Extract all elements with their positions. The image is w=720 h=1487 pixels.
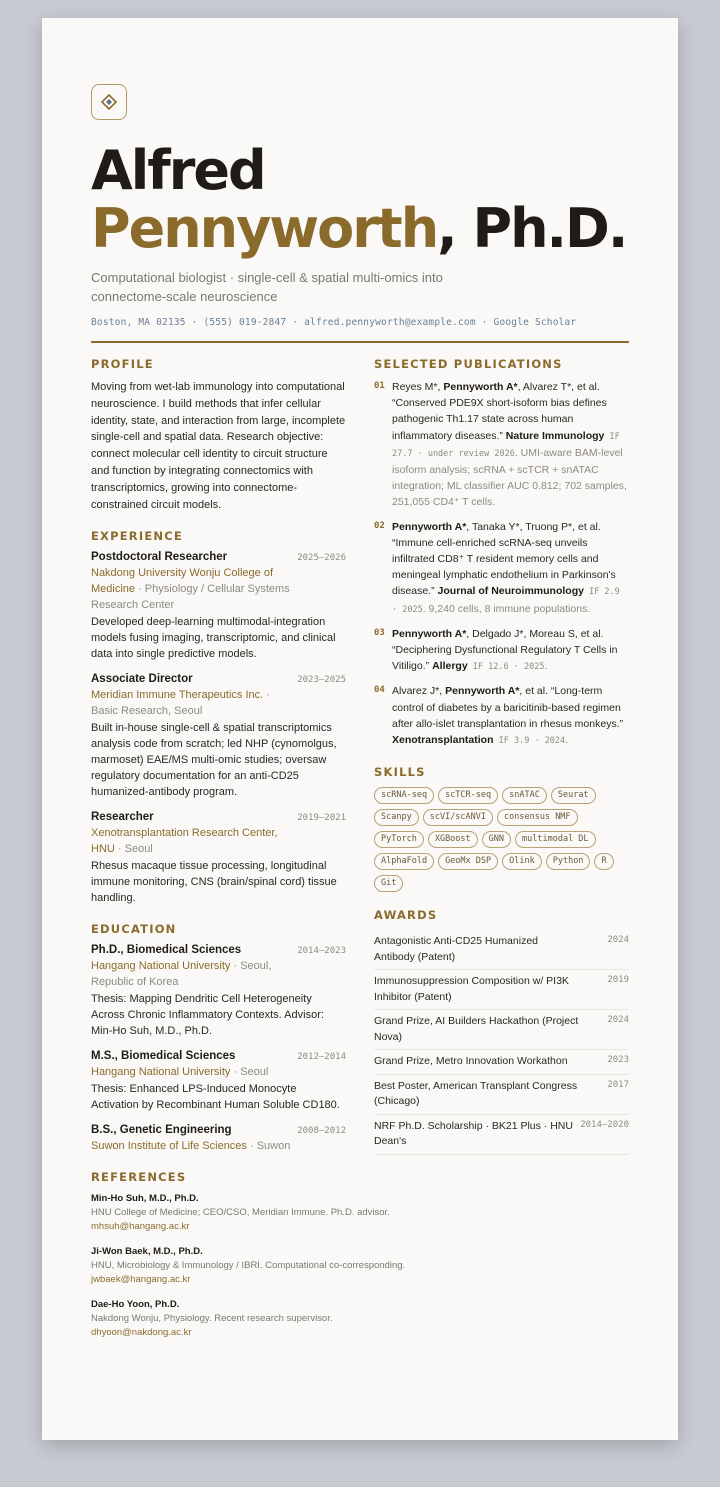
award-year: 2023: [607, 1055, 629, 1066]
skill-chip-list: [374, 787, 629, 892]
organization-name: Xenotransplantation Research Center, HNU: [91, 827, 278, 856]
organization-name: Hangang National University: [91, 1066, 231, 1079]
organization-location: · Physiology / Cellular Systems Research Center: [91, 583, 290, 612]
two-column-body: [91, 357, 629, 1170]
entry-description: Built in-house single-cell & spatial transcriptomics analysis code from scratch; led NHP (cynomolgus, marmoset) EAE/MS multi-omic studies; oversaw regulatory documentation for an anti-CD25 humanized-antibody program.: [91, 722, 337, 799]
skill-chip: GeoMx DSP: [438, 853, 498, 870]
publication-item: [374, 379, 629, 511]
reference-email-link[interactable]: mhsuh@hangang.ac.kr: [91, 1221, 190, 1233]
publications-section: [374, 357, 629, 749]
organization-location: · Suwon: [246, 1140, 291, 1153]
publication-citation: [392, 626, 629, 676]
skill-chip: XGBoost: [428, 831, 478, 848]
award-row: [374, 970, 629, 1010]
entry-date: 2023–2025: [297, 675, 346, 686]
skill-chip: Git: [374, 875, 403, 892]
skill-chip: scTCR-seq: [438, 787, 498, 804]
organization-location: · Seoul, Republic of Korea: [91, 960, 272, 989]
skill-chip: GNN: [482, 831, 511, 848]
skill-chip: Scanpy: [374, 809, 419, 826]
citation-text: , Alvarez T*, et al. “Conserved PDE9X short-isoform bias defines pathogenic Th1.17 state across human inflammatory diseases.”: [392, 381, 607, 442]
award-year: 2014–2020: [580, 1119, 629, 1130]
publication-number: 03: [374, 627, 385, 638]
entry-organization: [91, 687, 291, 719]
entry-title: Researcher: [91, 811, 154, 824]
entry-organization: [91, 1064, 291, 1080]
citation-authors-pre: Reyes M*,: [392, 381, 444, 393]
entry-description: Developed deep-learning multimodal-integration models fusing imaging, transcriptomic, and clinical data into single predictive models.: [91, 616, 336, 661]
profile-text: Moving from wet-lab immunology into computational neuroscience. I build methods that infer cellular identity, state, and interaction from large, incomplete single-cell and spatial data. Research objective: connect molecular cell identity to circuit structure and function by integrating connectomics with transcriptomics, growing into connectome-constrained circuit models.: [91, 381, 346, 511]
organization-name: Nakdong University Wonju College of Medicine: [91, 567, 273, 596]
resume-content: [91, 84, 629, 1351]
reference-entry: [91, 1298, 629, 1340]
reference-description: HNU, Microbiology & Immunology / IBRI. Computational co-corresponding.: [91, 1260, 406, 1272]
organization-name: Suwon Institute of Life Sciences: [91, 1140, 247, 1153]
skill-chip: scRNA-seq: [374, 787, 434, 804]
award-year: 2024: [607, 1015, 629, 1026]
header-divider: [91, 341, 629, 343]
award-name: Grand Prize, AI Builders Hackathon (Project Nova): [374, 1015, 579, 1043]
education-section: [91, 922, 346, 1154]
entry-header: [91, 1124, 346, 1136]
citation-self-author: Pennyworth A*: [392, 627, 467, 640]
reference-email-link[interactable]: dhyoon@nakdong.ac.kr: [91, 1327, 192, 1339]
entry-header: [91, 1050, 346, 1062]
name-last: Pennyworth: [91, 197, 438, 260]
reference-name: Min-Ho Suh, M.D., Ph.D.: [91, 1193, 199, 1205]
skill-chip: R: [594, 853, 613, 870]
award-year: 2017: [607, 1079, 629, 1090]
experience-section: [91, 529, 346, 906]
candidate-name: [91, 139, 629, 260]
reference-list: [91, 1192, 629, 1340]
job-entry: [91, 551, 346, 662]
entry-organization: [91, 565, 291, 613]
organization-location: · Basic Research, Seoul: [91, 689, 270, 718]
job-entry: [91, 811, 346, 906]
tagline: Computational biologist · single-cell & spatial multi-omics into connectome-scale neuroscience: [91, 270, 443, 304]
right-column: [374, 357, 629, 1170]
citation-authors-pre: Alvarez J*,: [392, 685, 446, 698]
section-title: EXPERIENCE: [91, 529, 183, 544]
entry-header: [91, 944, 346, 956]
reference-description: Nakdong Wonju, Physiology. Recent research supervisor.: [91, 1313, 333, 1325]
award-row: [374, 1010, 629, 1050]
skill-chip: snATAC: [502, 787, 547, 804]
experience-list: [91, 551, 346, 906]
organization-name: Hangang National University: [91, 960, 231, 973]
award-list: [374, 930, 629, 1155]
education-entry: [91, 1050, 346, 1113]
citation-text: , Tanaka Y*, Truong P*, et al. “Immune cell-enriched scRNA-seq unveils infiltrated CD8⁺ T resident memory cells and meningeal lymphatic endothelium in Parkinson's disease.”: [392, 520, 616, 598]
entry-date: 2019–2021: [297, 813, 346, 824]
citation-self-author: Pennyworth A*: [445, 685, 520, 698]
skill-chip: Python: [546, 853, 591, 870]
award-year: 2024: [607, 935, 629, 946]
reference-email-link[interactable]: jwbaek@hangang.ac.kr: [91, 1274, 191, 1286]
entry-title: Postdoctoral Researcher: [91, 551, 228, 564]
entry-date: 2025–2026: [297, 553, 346, 564]
entry-header: [91, 673, 346, 685]
contact-line[interactable]: Boston, MA 02135 · (555) 019-2847 · alfred.pennyworth@example.com · Google Scholar: [91, 317, 577, 328]
award-name: Grand Prize, Metro Innovation Workathon: [374, 1055, 568, 1068]
entry-organization: [91, 1138, 291, 1154]
entry-date: 2008–2012: [297, 1126, 346, 1137]
citation-note: .: [565, 734, 569, 747]
education-entry: [91, 944, 346, 1039]
citation-text: , Delgado J*, Moreau S, et al. “Deciphering Dysfunctional Regulatory T Cells in Vitiligo.”: [392, 627, 618, 673]
award-year: 2019: [607, 975, 629, 986]
skills-section: [374, 765, 629, 892]
references-section: [91, 1170, 629, 1340]
publication-citation: [392, 379, 629, 511]
citation-impact-factor: IF 3.9 · 2024: [493, 736, 566, 747]
citation-journal: Xenotransplantation: [392, 734, 494, 747]
citation-text: , et al. “Long-term control of diabetes by a baricitinib-based regimen after allo-islet transplantation in rhesus monkeys.”: [392, 685, 624, 730]
entry-description: Thesis: Mapping Dendritic Cell Heterogeneity Across Chronic Inflammatory Contexts. Advisor: Min-Ho Suh, M.D., Ph.D.: [91, 993, 324, 1038]
publication-number: 01: [374, 381, 385, 391]
publication-list: [374, 379, 629, 749]
citation-note: . UMI-aware BAM-level isoform analysis; scRNA + scTCR + snATAC integration; ML classifier AUC 0.812; 702 samples, 251,055 CD4⁺ T cells.: [392, 446, 627, 509]
award-row: [374, 930, 629, 970]
citation-journal: Allergy: [432, 660, 468, 673]
reference-name: Dae-Ho Yoon, Ph.D.: [91, 1299, 180, 1311]
entry-title: Associate Director: [91, 673, 193, 686]
award-name: NRF Ph.D. Scholarship · BK21 Plus · HNU Dean's: [374, 1119, 573, 1148]
skill-chip: AlphaFold: [374, 853, 434, 870]
reference-name: Ji-Won Baek, M.D., Ph.D.: [91, 1246, 203, 1258]
citation-impact-factor: IF 27.7 · under review 2026: [392, 431, 620, 459]
entry-title: Ph.D., Biomedical Sciences: [91, 944, 242, 957]
citation-note: . 9,240 cells, 8 immune populations.: [422, 602, 591, 615]
organization-location: · Seoul: [114, 843, 153, 856]
publication-citation: [392, 683, 629, 749]
skill-chip: PyTorch: [374, 831, 424, 848]
logo-badge: [91, 84, 127, 120]
award-name: Antagonistic Anti-CD25 Humanized Antibody (Patent): [374, 935, 539, 963]
citation-journal: Nature Immunology: [505, 429, 605, 442]
entry-date: 2012–2014: [297, 1052, 346, 1063]
resume-page: [42, 18, 678, 1440]
diamond-icon: [101, 94, 117, 110]
entry-title: B.S., Genetic Engineering: [91, 1124, 232, 1137]
publication-citation: [392, 519, 629, 618]
left-column: [91, 357, 346, 1170]
name-suffix: , Ph.D.: [437, 197, 627, 260]
skill-chip: scVI/scANVI: [423, 809, 493, 826]
award-row: [374, 1050, 629, 1075]
publication-number: 02: [374, 520, 385, 531]
education-list: [91, 944, 346, 1154]
entry-organization: [91, 825, 291, 857]
section-title: PROFILE: [91, 357, 154, 371]
skill-chip: multimodal DL: [515, 831, 596, 848]
entry-header: [91, 811, 346, 823]
section-title: REFERENCES: [91, 1170, 187, 1185]
job-entry: [91, 673, 346, 800]
reference-description: HNU College of Medicine; CEO/CSO, Meridian Immune. Ph.D. advisor.: [91, 1207, 390, 1219]
skill-chip: Seurat: [551, 787, 596, 804]
publication-item: [374, 519, 629, 618]
section-title: EDUCATION: [91, 922, 177, 937]
reference-entry: [91, 1192, 629, 1234]
education-entry: [91, 1124, 346, 1154]
citation-self-author: Pennyworth A*: [392, 520, 467, 533]
organization-name: Meridian Immune Therapeutics Inc.: [91, 689, 264, 702]
entry-header: [91, 551, 346, 563]
section-title: SELECTED PUBLICATIONS: [374, 357, 563, 371]
skill-chip: consensus NMF: [497, 809, 578, 826]
entry-description: Thesis: Enhanced LPS-Induced Monocyte Activation by Recombinant Human Soluble CD180.: [91, 1083, 340, 1112]
citation-self-author: Pennyworth A*: [443, 381, 518, 393]
skill-chip: Olink: [502, 853, 542, 870]
awards-section: [374, 908, 629, 1155]
citation-note: .: [544, 660, 548, 673]
organization-location: · Seoul: [230, 1066, 269, 1079]
section-title: SKILLS: [374, 765, 426, 780]
publication-item: [374, 683, 629, 749]
award-name: Immunosuppression Composition w/ PI3K Inhibitor (Patent): [374, 975, 569, 1003]
entry-description: Rhesus macaque tissue processing, longitudinal immune monitoring, CNS (brain/spinal cord) tissue handling.: [91, 860, 337, 905]
entry-title: M.S., Biomedical Sciences: [91, 1050, 236, 1063]
award-row: [374, 1075, 629, 1115]
entry-date: 2014–2023: [297, 946, 346, 957]
publication-item: [374, 626, 629, 676]
section-title: AWARDS: [374, 908, 438, 923]
citation-impact-factor: IF 12.6 · 2025: [467, 662, 545, 673]
reference-entry: [91, 1245, 629, 1287]
award-name: Best Poster, American Transplant Congress (Chicago): [374, 1079, 578, 1108]
citation-impact-factor: IF 2.9 · 2025: [392, 587, 620, 615]
profile-section: [91, 357, 346, 513]
citation-journal: Journal of Neuroimmunology: [437, 585, 584, 598]
award-row: [374, 1115, 629, 1155]
name-first: Alfred: [91, 139, 265, 202]
publication-number: 04: [374, 685, 385, 696]
entry-organization: [91, 958, 291, 990]
